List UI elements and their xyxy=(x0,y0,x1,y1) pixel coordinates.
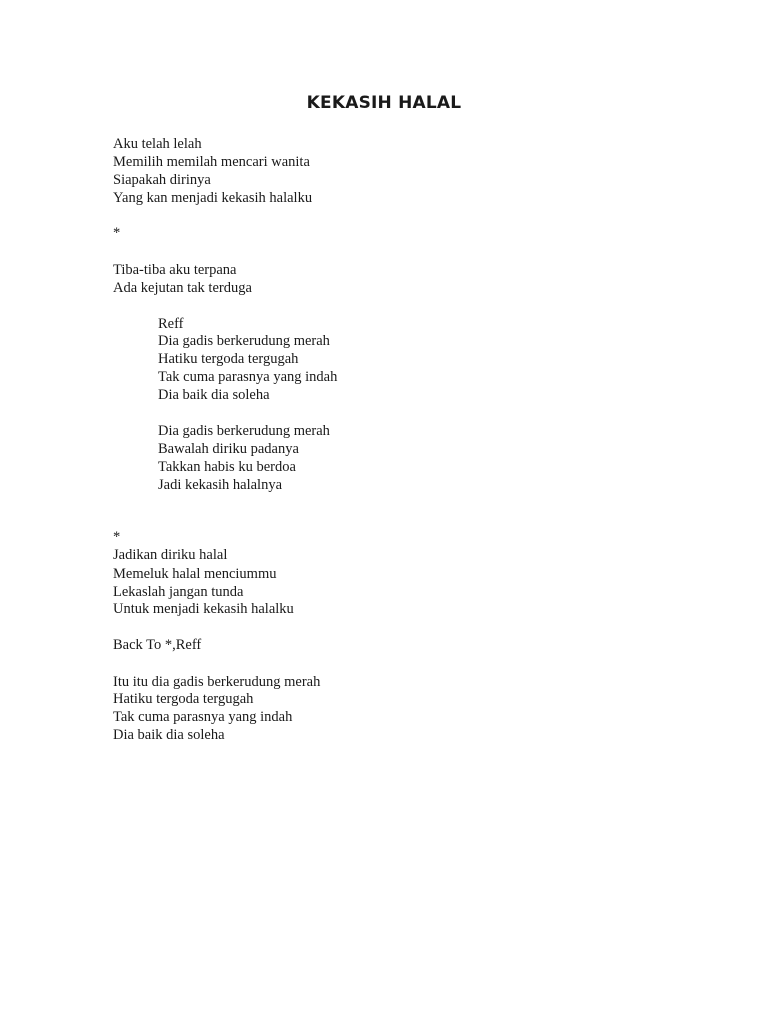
ending-line: Itu itu dia gadis berkerudung merah xyxy=(113,674,321,690)
reff-line: Takkan habis ku berdoa xyxy=(158,459,296,475)
verse3-line: Jadikan diriku halal xyxy=(113,547,228,563)
verse1-line: Yang kan menjadi kekasih halalku xyxy=(113,190,313,206)
verse3-line: Memeluk halal menciummu xyxy=(113,566,277,582)
reff-line: Hatiku tergoda tergugah xyxy=(158,351,299,367)
verse3-line: Untuk menjadi kekasih halalku xyxy=(113,601,294,617)
ending-line: Tak cuma parasnya yang indah xyxy=(113,709,293,725)
verse1-line: Memilih memilah mencari wanita xyxy=(113,154,310,170)
reff-label: Reff xyxy=(158,316,184,332)
verse2-line: Ada kejutan tak terduga xyxy=(113,280,252,296)
reff-line: Dia gadis berkerudung merah xyxy=(158,333,330,349)
verse3-line: Lekaslah jangan tunda xyxy=(113,584,244,600)
reff-line: Bawalah diriku padanya xyxy=(158,441,299,457)
ending-line: Hatiku tergoda tergugah xyxy=(113,691,254,707)
ending-line: Dia baik dia soleha xyxy=(113,727,225,743)
reff-line: Dia baik dia soleha xyxy=(158,387,270,403)
chorus-marker: * xyxy=(113,529,121,545)
verse1-line: Siapakah dirinya xyxy=(113,172,211,188)
reff-line: Dia gadis berkerudung merah xyxy=(158,423,330,439)
song-title: KEKASIH HALAL xyxy=(306,93,462,113)
reff-line: Jadi kekasih halalnya xyxy=(158,477,283,493)
chorus-marker: * xyxy=(113,225,121,241)
verse2-line: Tiba-tiba aku terpana xyxy=(113,262,237,278)
reff-line: Tak cuma parasnya yang indah xyxy=(158,369,338,385)
back-to-note: Back To *,Reff xyxy=(113,637,202,653)
verse1-line: Aku telah lelah xyxy=(113,136,202,152)
